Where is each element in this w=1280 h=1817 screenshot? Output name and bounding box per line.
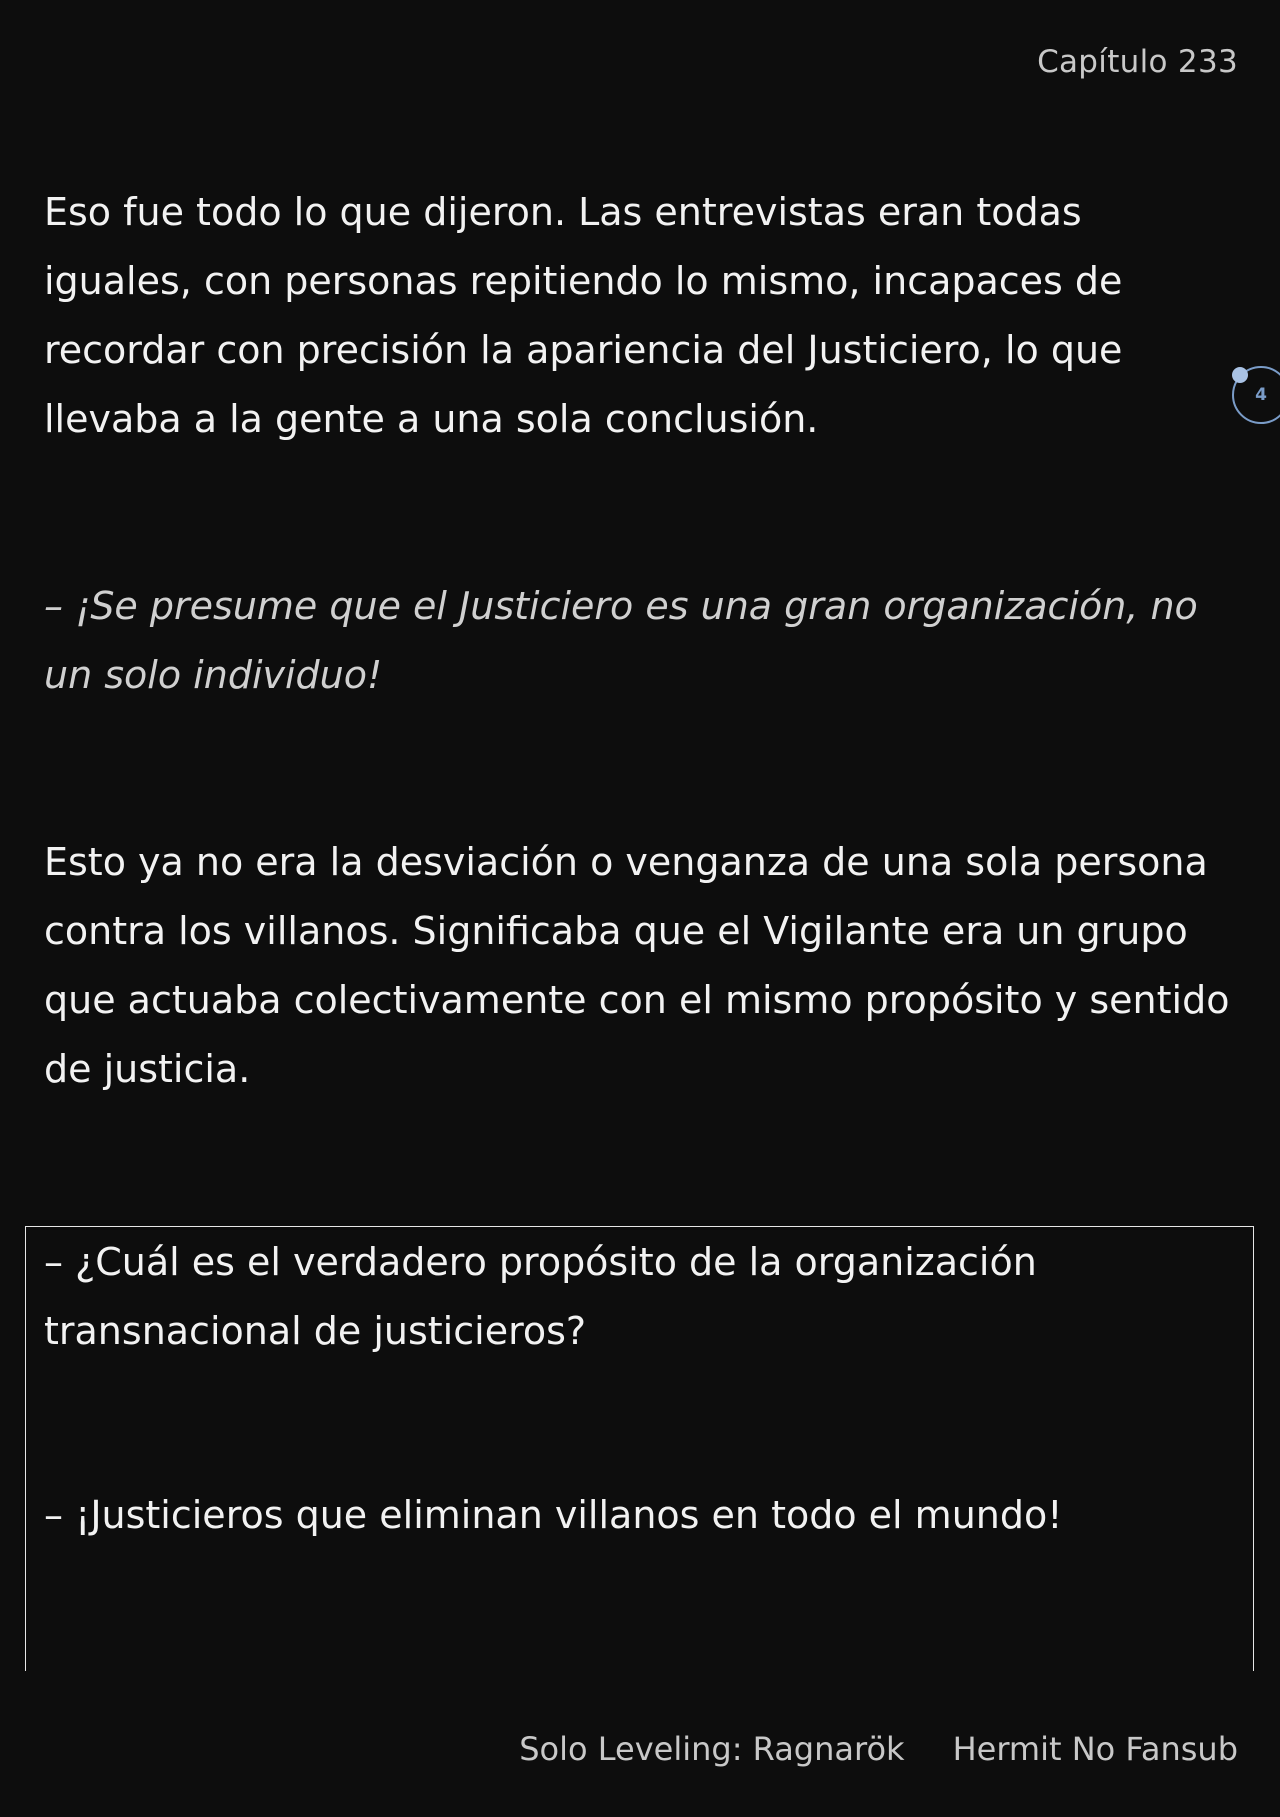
book-title: Solo Leveling: Ragnarök bbox=[519, 1730, 905, 1768]
translator-credit: Hermit No Fansub bbox=[952, 1730, 1238, 1768]
chapter-label: Capítulo 233 bbox=[1037, 44, 1238, 80]
footer bbox=[519, 1730, 1238, 1768]
paragraph-2: Esto ya no era la desviación o venganza de una sola persona contra los villanos. Significaba que el Vigilante era un grupo que actuaba colectivamente con el mismo propósito y sentido de justicia. bbox=[44, 840, 1230, 1091]
quote-1: – ¡Se presume que el Justiciero es una gran organización, no un solo individuo! bbox=[44, 584, 1198, 697]
paragraph-1: Eso fue todo lo que dijeron. Las entrevistas eran todas iguales, con personas repitiendo lo mismo, incapaces de recordar con precisión la apariencia del Justiciero, lo que llevaba a la gente a una sola conclusión. bbox=[44, 190, 1123, 441]
dialogue-2: – ¡Justicieros que eliminan villanos en todo el mundo! bbox=[44, 1493, 1063, 1537]
annotation-count: 4 bbox=[1255, 385, 1267, 405]
annotation-dot-icon bbox=[1232, 367, 1248, 383]
dialogue-1: – ¿Cuál es el verdadero propósito de la organización transnacional de justicieros? bbox=[44, 1240, 1037, 1353]
